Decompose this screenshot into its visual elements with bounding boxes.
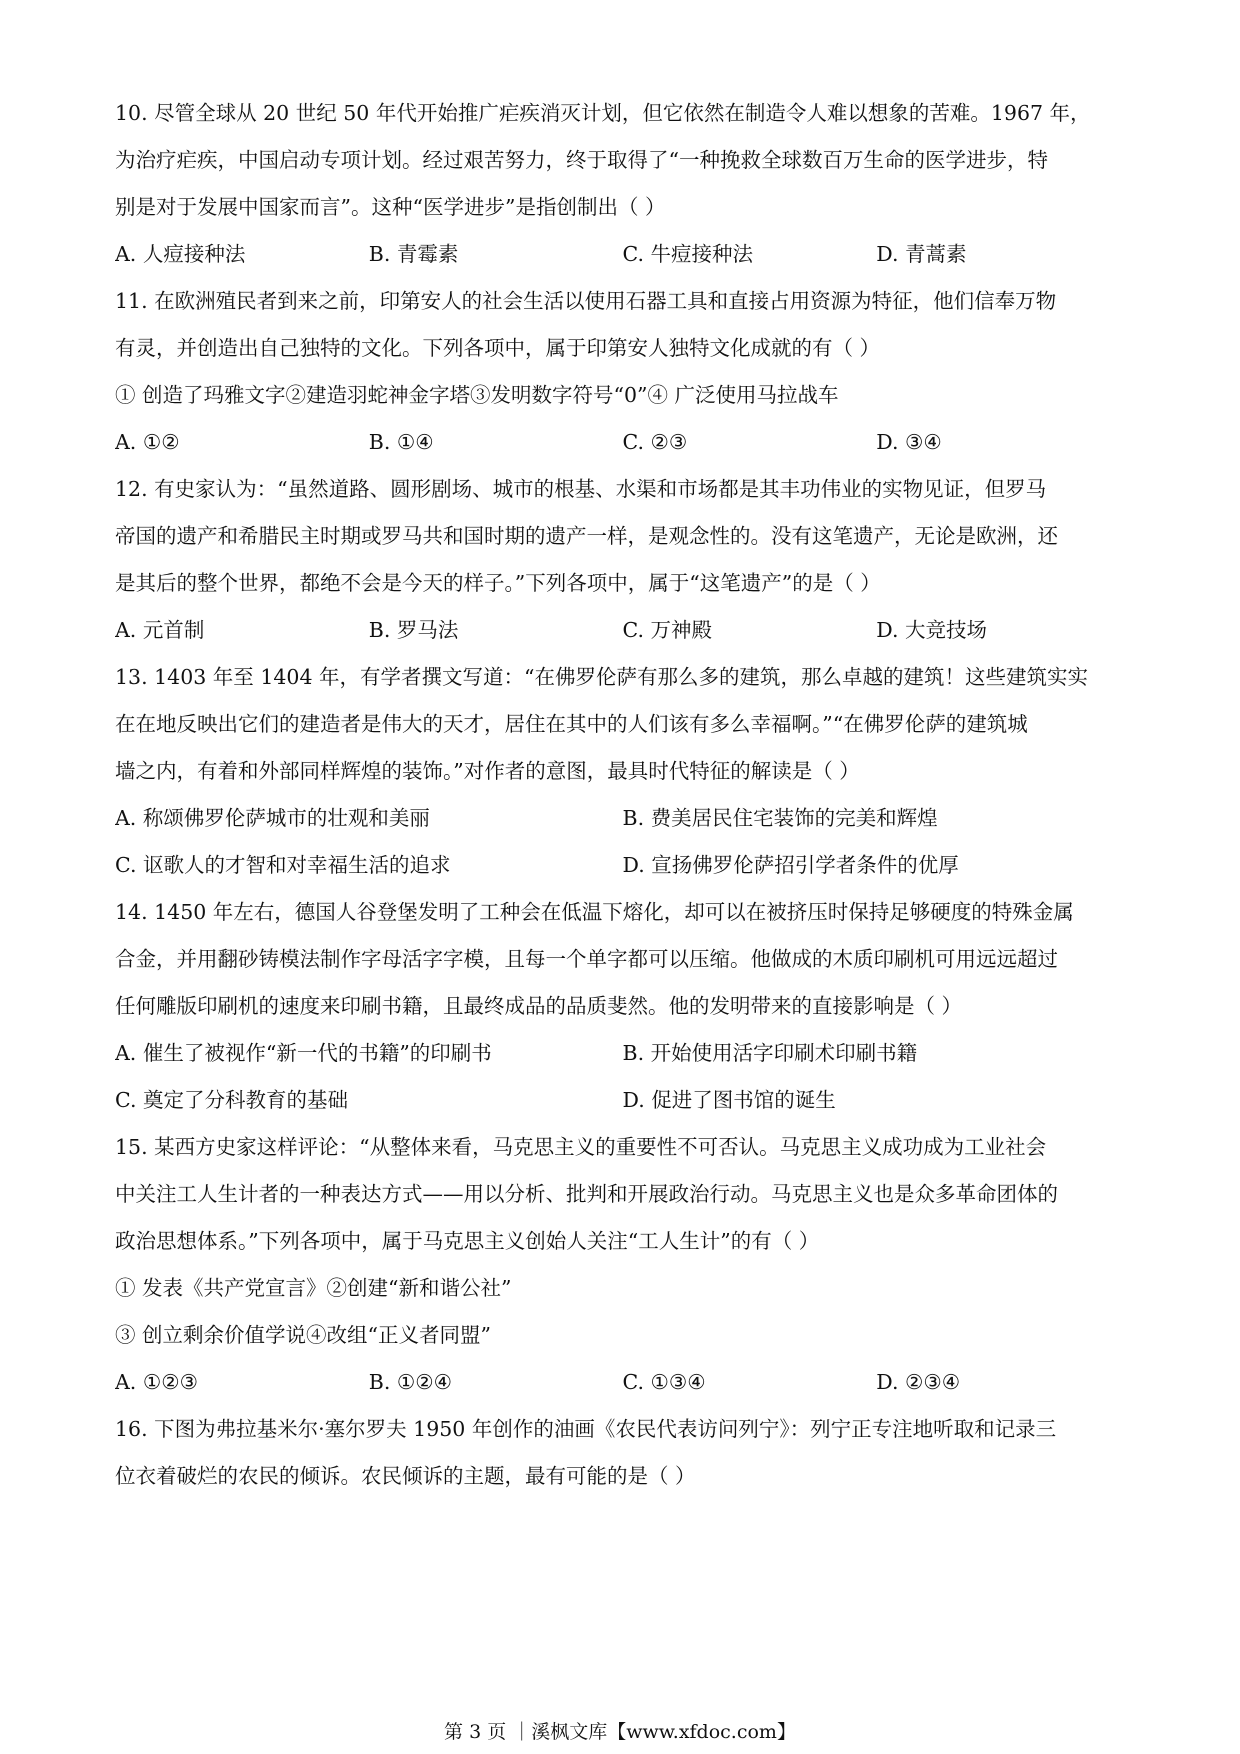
option-d: D. 青蒿素 <box>876 242 967 266</box>
question-13 <box>115 662 1130 897</box>
options-row <box>115 1038 1130 1085</box>
question-10 <box>115 98 1130 286</box>
option-b: B. 青霉素 <box>368 242 459 266</box>
options-row <box>115 427 1130 474</box>
option-d: D. ③④ <box>876 430 942 454</box>
question-text-line: 任何雕版印刷机的速度来印刷书籍，且最终成品的品质斐然。他的发明带来的直接影响是（ ） <box>115 994 963 1018</box>
option-c: C. 奠定了分科教育的基础 <box>115 1088 348 1112</box>
exam-page <box>115 98 1130 1508</box>
option-a: A. 人痘接种法 <box>115 242 246 266</box>
question-text-line: 别是对于发展中国家而言”。这种“医学进步”是指创制出（ ） <box>115 195 666 219</box>
option-d: D. 宣扬佛罗伦萨招引学者条件的优厚 <box>622 853 959 877</box>
option-c: C. ①③④ <box>622 1370 706 1394</box>
question-text-line: 中关注工人生计者的一种表达方式——用以分析、批判和开展政治行动。马克思主义也是众多革命团体的 <box>115 1182 1058 1206</box>
options-row <box>115 1367 1130 1414</box>
question-text-line: 合金，并用翻砂铸模法制作字母活字字模，且每一个单字都可以压缩。他做成的木质印刷机可用远远超过 <box>115 947 1058 971</box>
option-a: A. ①② <box>115 430 180 454</box>
options-row <box>115 239 1130 286</box>
question-text-line: 12. 有史家认为：“虽然道路、圆形剧场、城市的根基、水渠和市场都是其丰功伟业的实物见证，但罗马 <box>115 477 1047 501</box>
option-b: B. 费美居民住宅装饰的完美和辉煌 <box>622 806 938 830</box>
question-text-line: 有灵，并创造出自己独特的文化。下列各项中，属于印第安人独特文化成就的有（ ） <box>115 336 881 360</box>
question-text-line: 10. 尽管全球从 20 世纪 50 年代开始推广疟疾消灭计划，但它依然在制造令人难以想象的苦难。1967 年， <box>115 101 1091 125</box>
option-a: A. 元首制 <box>115 618 205 642</box>
options-row <box>115 803 1130 850</box>
question-14 <box>115 897 1130 1132</box>
question-statements: ① 创造了玛雅文字②建造羽蛇神金字塔③发明数字符号“0”④ 广泛使用马拉战车 <box>115 383 839 407</box>
options-row <box>115 1085 1130 1132</box>
options-row <box>115 615 1130 662</box>
option-b: B. 开始使用活字印刷术印刷书籍 <box>622 1041 918 1065</box>
question-statements: ③ 创立剩余价值学说④改组“正义者同盟” <box>115 1323 491 1347</box>
question-12 <box>115 474 1130 662</box>
question-11 <box>115 286 1130 474</box>
question-text-line: 15. 某西方史家这样评论：“从整体来看，马克思主义的重要性不可否认。马克思主义成功成为工业社会 <box>115 1135 1047 1159</box>
question-text-line: 政治思想体系。”下列各项中，属于马克思主义创始人关注“工人生计”的有（ ） <box>115 1229 820 1253</box>
option-a: A. 催生了被视作“新一代的书籍”的印刷书 <box>115 1041 492 1065</box>
option-a: A. ①②③ <box>115 1370 198 1394</box>
question-15 <box>115 1132 1130 1414</box>
option-c: C. 牛痘接种法 <box>622 242 753 266</box>
option-b: B. ①②④ <box>368 1370 452 1394</box>
question-text-line: 墙之内，有着和外部同样辉煌的装饰。”对作者的意图，最具时代特征的解读是（ ） <box>115 759 860 783</box>
options-row <box>115 850 1130 897</box>
question-text-line: 帝国的遗产和希腊民主时期或罗马共和国时期的遗产一样，是观念性的。没有这笔遗产，无论是欧洲，还 <box>115 524 1058 548</box>
option-c: C. 讴歌人的才智和对幸福生活的追求 <box>115 853 451 877</box>
question-text-line: 13. 1403 年至 1404 年，有学者撰文写道：“在佛罗伦萨有那么多的建筑，那么卓越的建筑！这些建筑实实 <box>115 665 1088 689</box>
question-text-line: 是其后的整个世界，都绝不会是今天的样子。”下列各项中，属于“这笔遗产”的是（ ） <box>115 571 881 595</box>
option-c: C. ②③ <box>622 430 688 454</box>
option-d: D. ②③④ <box>876 1370 961 1394</box>
question-16 <box>115 1414 1130 1508</box>
page-footer: 第 3 页 ｜溪枫文库【www.xfdoc.com】 <box>444 1721 796 1743</box>
option-d: D. 促进了图书馆的诞生 <box>622 1088 836 1112</box>
question-text-line: 11. 在欧洲殖民者到来之前，印第安人的社会生活以使用石器工具和直接占用资源为特征，他们信奉万物 <box>115 289 1057 313</box>
question-text-line: 为治疗疟疾，中国启动专项计划。经过艰苦努力，终于取得了“一种挽救全球数百万生命的医学进步，特 <box>115 148 1048 172</box>
question-text-line: 在在地反映出它们的建造者是伟大的天才，居住在其中的人们该有多么幸福啊。”“在佛罗伦萨的建筑城 <box>115 712 1028 736</box>
option-d: D. 大竞技场 <box>876 618 987 642</box>
option-b: B. ①④ <box>368 430 434 454</box>
question-statements: ① 发表《共产党宣言》②创建“新和谐公社” <box>115 1276 512 1300</box>
question-text-line: 位衣着破烂的农民的倾诉。农民倾诉的主题，最有可能的是（ ） <box>115 1464 696 1488</box>
option-b: B. 罗马法 <box>368 618 459 642</box>
option-c: C. 万神殿 <box>622 618 712 642</box>
question-text-line: 16. 下图为弗拉基米尔·塞尔罗夫 1950 年创作的油画《农民代表访问列宁》：列宁正专注地听取和记录三 <box>115 1417 1057 1441</box>
question-text-line: 14. 1450 年左右，德国人谷登堡发明了工种会在低温下熔化，却可以在被挤压时保持足够硬度的特殊金属 <box>115 900 1074 924</box>
option-a: A. 称颂佛罗伦萨城市的壮观和美丽 <box>115 806 430 830</box>
